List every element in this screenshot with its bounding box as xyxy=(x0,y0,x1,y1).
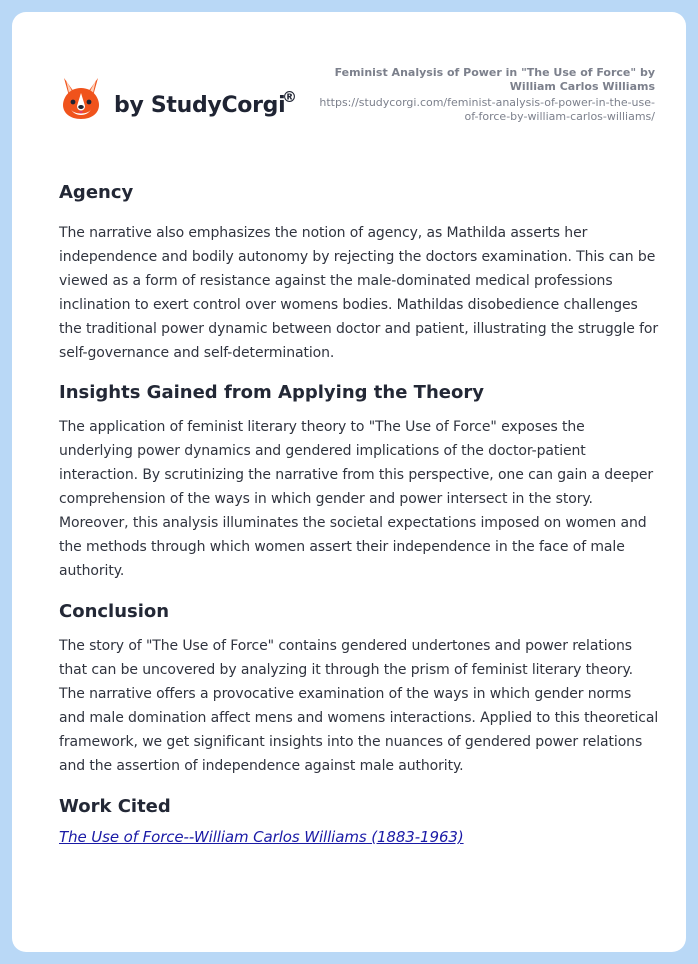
paragraph-agency: The narrative also emphasizes the notion of agency, as Mathilda asserts her independence and bodily autonomy by rejecting the doctors examination. This can be viewed as a form of resistance against the male-dominated medical professions inclination to exert control over womens bodies. Mathildas disobedience challenges the traditional power dynamic between doctor and patient, illustrating the struggle for self-governance and self-determination. xyxy=(59,225,659,361)
document-page xyxy=(12,12,686,952)
document-meta xyxy=(315,66,655,124)
brand-name: by StudyCorgi xyxy=(114,93,286,118)
paragraph-insights: The application of feminist literary theory to "The Use of Force" exposes the underlying power dynamics and gendered implications of the doctor-patient interaction. By scrutinizing the narrative from this perspective, one can gain a deeper comprehension of the ways in which gender and power intersect in the story. Moreover, this analysis illuminates the societal expectations imposed on women and the methods through which women assert their independence in the face of male authority. xyxy=(59,419,654,579)
article-content xyxy=(59,172,659,846)
heading-conclusion: Conclusion xyxy=(59,601,170,622)
corgi-icon xyxy=(60,76,102,122)
document-title: Feminist Analysis of Power in "The Use of Force" by William Carlos Williams xyxy=(334,66,655,93)
paragraph-conclusion: The story of "The Use of Force" contains gendered undertones and power relations that can be uncovered by analyzing it through the prism of feminist literary theory. The narrative offers a provocative examination of the ways in which gender norms and male domination affect mens and womens interactions. Applied to this theoretical framework, we get significant insights into the nuances of gendered power relations and the assertion of independence against male authority. xyxy=(59,638,659,774)
heading-work-cited: Work Cited xyxy=(59,796,171,817)
page-header xyxy=(12,12,686,152)
registered-mark: ® xyxy=(282,88,297,106)
heading-agency: Agency xyxy=(59,182,134,203)
studycorgi-logo[interactable] xyxy=(60,76,310,136)
work-cited-link[interactable]: The Use of Force--William Carlos Williams (1883-1963) xyxy=(59,828,464,846)
document-url[interactable]: https://studycorgi.com/feminist-analysis-of-power-in-the-use-of-force-by-william-carlos-williams/ xyxy=(319,96,655,123)
heading-insights: Insights Gained from Applying the Theory xyxy=(59,382,484,403)
